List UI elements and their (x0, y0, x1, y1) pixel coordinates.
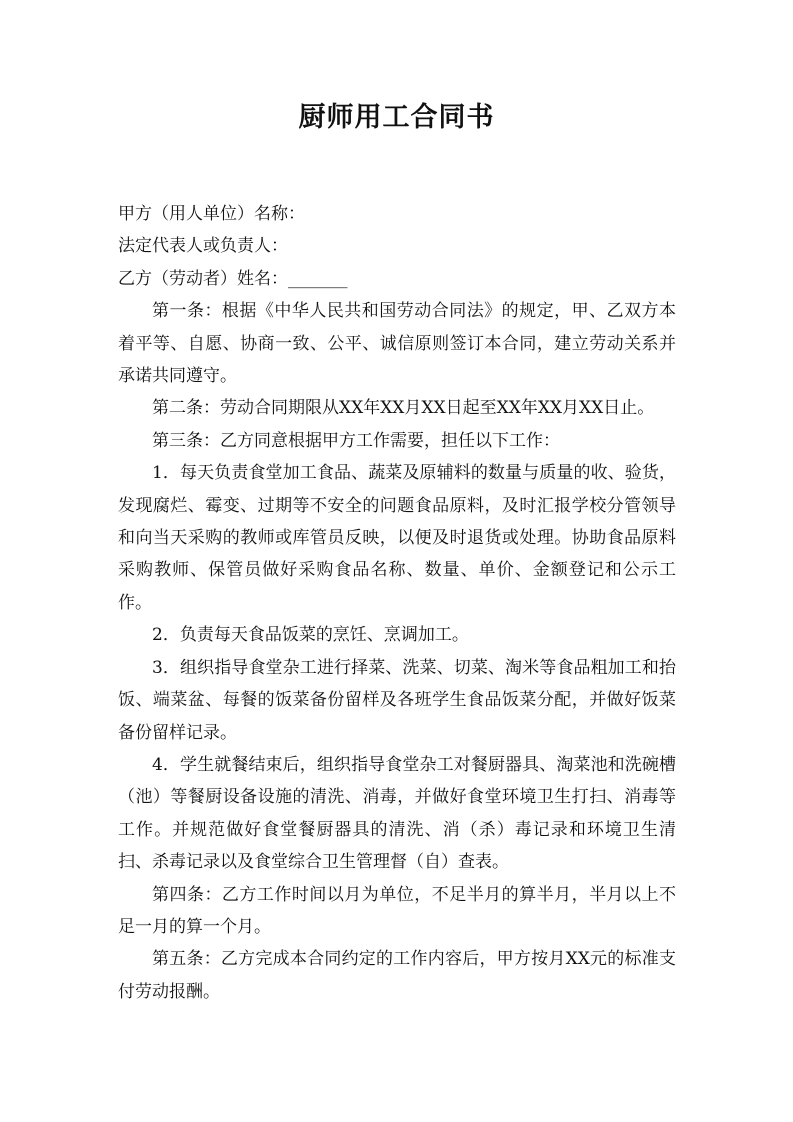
article-5: 第五条：乙方完成本合同约定的工作内容后，甲方按月XX元的标准支付劳动报酬。 (118, 949, 676, 1002)
duty-item-4: 4．学生就餐结束后，组织指导食堂杂工对餐厨器具、淘菜池和洗碗槽（池）等餐厨设备设施的清洗、消毒，并做好食堂环境卫生打扫、消毒等工作。并规范做好食堂餐厨器具的清洗、消（杀）毒记录和环境卫生清扫、杀毒记录以及食堂综合卫生管理督（自）查表。 (118, 754, 676, 873)
duty-item-3: 3．组织指导食堂杂工进行择菜、洗菜、切菜、淘米等食品粗加工和抬饭、端菜盆、每餐的饭菜备份留样及各班学生食品饭菜分配，并做好饭菜备份留样记录。 (118, 657, 676, 743)
article-4: 第四条：乙方工作时间以月为单位，不足半月的算半月，半月以上不足一月的算一个月。 (118, 884, 676, 937)
article-3: 第三条：乙方同意根据甲方工作需要，担任以下工作： (152, 430, 560, 451)
document-title: 厨师用工合同书 (298, 102, 495, 133)
legal-representative-line: 法定代表人或负责人： (118, 236, 288, 257)
duty-item-2: 2．负责每天食品饭菜的烹饪、烹调加工。 (152, 625, 469, 646)
article-1: 第一条：根据《中华人民共和国劳动合同法》的规定，甲、乙双方本着平等、自愿、协商一致、公平、诚信原则签订本合同，建立劳动关系并承诺共同遵守。 (118, 301, 676, 387)
document-body (118, 198, 676, 1008)
party-b-name-line: 乙方（劳动者）姓名：_______ (118, 268, 348, 289)
party-a-name-line: 甲方（用人单位）名称： (118, 204, 305, 224)
duty-item-1: 1．每天负责食堂加工食品、蔬菜及原辅料的数量与质量的收、验货，发现腐烂、霉变、过期等不安全的问题食品原料，及时汇报学校分管领导和向当天采购的教师或库管员反映，以便及时退货或处理。协助食品原料采购教师、保管员做好采购食品名称、数量、单价、金额登记和公示工作。 (118, 463, 676, 613)
article-2: 第二条：劳动合同期限从XX年XX月XX日起至XX年XX月XX日止。 (152, 398, 655, 419)
